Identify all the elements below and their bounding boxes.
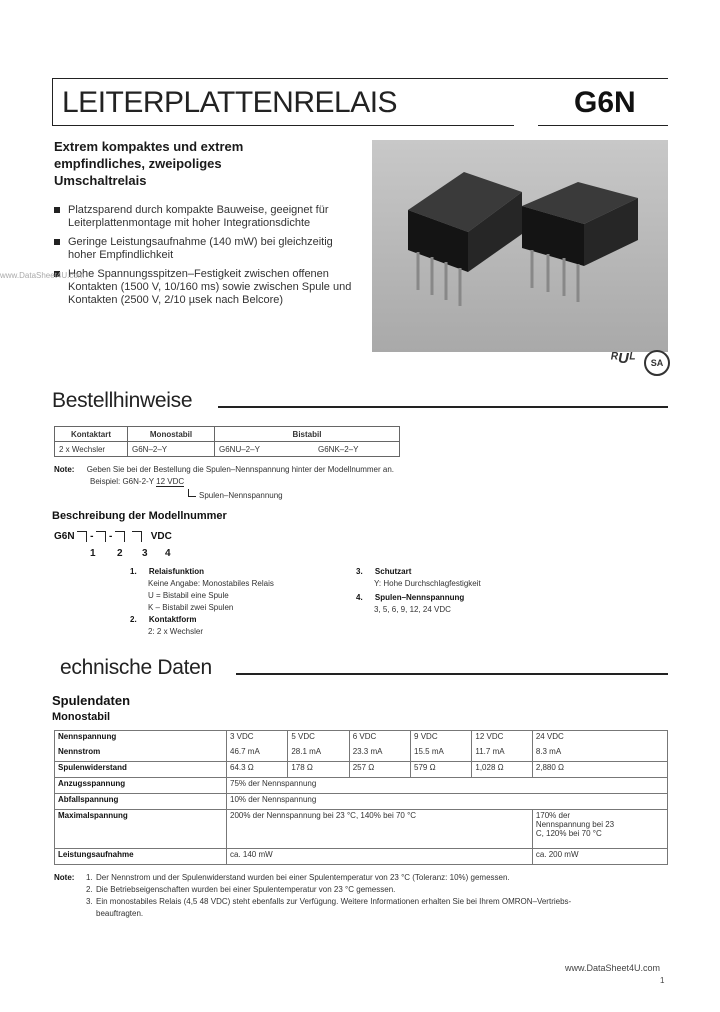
note-row <box>54 896 668 908</box>
table-row <box>55 746 668 762</box>
row-label: Anzugsspannung <box>55 778 227 794</box>
table-row <box>55 794 668 810</box>
feature-text: Platzsparend durch kompakte Bauweise, geeignet für Leiterplattenmontage mit hoher Integrationsdichte <box>68 204 329 229</box>
table-cell: 9 VDC <box>411 731 472 747</box>
table-row <box>55 849 668 865</box>
model-separator: - <box>90 531 94 542</box>
table-cell: 24 VDC <box>532 731 667 747</box>
item-title: Schutzart <box>374 567 412 576</box>
relay-photo-graphic <box>372 140 668 352</box>
table-cell: G6NU–2–Y <box>215 442 289 457</box>
table-cell: 6 VDC <box>349 731 410 747</box>
section-rule <box>218 406 668 408</box>
coil-data-table <box>54 730 668 865</box>
table-cell: 23.3 mA <box>349 746 410 762</box>
example-caption: Spulen–Nennspannung <box>199 491 283 500</box>
model-prefix: G6N <box>54 531 75 542</box>
table-row <box>55 810 668 849</box>
header-bottom-rule-right <box>538 125 668 126</box>
note-number: 1. <box>86 873 93 882</box>
cell-line: 170% der <box>535 811 571 820</box>
note-label: Note: <box>54 465 75 474</box>
item-number: 1. <box>130 567 137 576</box>
table-row <box>55 731 668 747</box>
order-example <box>90 476 184 488</box>
model-slot-box <box>77 531 87 542</box>
table-cell: 2,880 Ω <box>532 762 667 778</box>
model-digit: 4 <box>165 548 171 559</box>
order-note <box>54 464 394 476</box>
notes-label: Note: <box>54 873 75 882</box>
model-separator: - <box>109 531 113 542</box>
item-title: Kontaktform <box>148 615 197 624</box>
item-line: Keine Angabe: Monostabiles Relais <box>148 579 274 588</box>
model-slot-box <box>115 531 125 542</box>
intro-heading <box>54 138 304 189</box>
item-number: 3. <box>356 567 363 576</box>
note-row <box>54 908 668 920</box>
table-header-row <box>55 427 400 442</box>
cell-line: Nennspannung bei 23 <box>535 820 615 829</box>
table-cell: 15.5 mA <box>411 746 472 762</box>
intro-heading-line: Extrem kompaktes und extrem <box>54 139 244 154</box>
page-number: 1 <box>660 976 665 985</box>
item-line: K – Bistabil zwei Spulen <box>148 603 234 612</box>
feature-text: Geringe Leistungsaufnahme (140 mW) bei gleichzeitig hoher Empfindlichkeit <box>68 236 333 261</box>
model-suffix: VDC <box>150 531 172 542</box>
ul-mark-icon: ᴿUᴸ <box>610 350 636 367</box>
model-heading: Beschreibung der Modellnummer <box>52 510 227 522</box>
item-number: 4. <box>356 593 363 602</box>
model-item-1 <box>130 566 274 638</box>
table-cell: G6N–2–Y <box>128 442 215 457</box>
table-cell: 2 x Wechsler <box>55 442 128 457</box>
intro-heading-line: empfindliches, zweipoliges <box>54 156 222 171</box>
section-title-order: Bestellhinweise <box>52 389 193 412</box>
model-digit: 2 <box>117 548 123 559</box>
csa-mark-icon: SA <box>644 350 670 376</box>
item-title: Relaisfunktion <box>148 567 205 576</box>
note-row <box>54 884 668 896</box>
header-top-rule <box>52 78 668 79</box>
table-cell: 64.3 Ω <box>227 762 288 778</box>
example-connector <box>188 496 196 497</box>
feature-item <box>54 236 354 262</box>
table-cell: ca. 200 mW <box>532 849 667 865</box>
row-label: Nennspannung <box>55 731 227 747</box>
table-cell: 75% der Nennspannung <box>227 778 668 794</box>
feature-item <box>54 204 354 230</box>
note-text: Der Nennstrom und der Spulenwiderstand wurden bei einer Spulentemperatur von 23 °C (Toleranz: 10%) gemessen. <box>96 873 510 882</box>
table-row <box>55 762 668 778</box>
header-left-rule <box>52 78 53 126</box>
table-row <box>55 442 400 457</box>
page-title: LEITERPLATTENRELAIS <box>62 86 398 119</box>
table-cell: 178 Ω <box>288 762 349 778</box>
note-text: Die Betriebseigenschaften wurden bei einer Spulentemperatur von 23 °C gemessen. <box>96 885 396 894</box>
product-photo <box>372 140 668 352</box>
table-cell: G6NK–2–Y <box>288 442 400 457</box>
table-cell: 28.1 mA <box>288 746 349 762</box>
row-label: Abfallspannung <box>55 794 227 810</box>
table-cell: 1,028 Ω <box>472 762 532 778</box>
feature-text: Hohe Spannungsspitzen–Festigkeit zwischen offenen Kontakten (1500 V, 10/160 ms) sowie zwischen Spule und Kontakten (2500 V, 2/10 µsek nach Belcore) <box>68 268 352 306</box>
model-digit: 3 <box>142 548 148 559</box>
item-line: 3, 5, 6, 9, 12, 24 VDC <box>374 605 451 614</box>
column-header: Bistabil <box>215 427 400 442</box>
note-text: Geben Sie bei der Bestellung die Spulen–Nennspannung hinter der Modellnummer an. <box>86 465 394 474</box>
section-rule <box>236 673 668 675</box>
item-line: U = Bistabil eine Spule <box>148 591 229 600</box>
section-title-tech: echnische Daten <box>60 656 212 679</box>
tech-subsubtitle: Monostabil <box>52 711 111 723</box>
note-number: 2. <box>86 885 93 894</box>
row-label: Nennstrom <box>55 746 227 762</box>
table-cell: 3 VDC <box>227 731 288 747</box>
table-cell: 8.3 mA <box>532 746 667 762</box>
table-row <box>55 778 668 794</box>
table-cell: ca. 140 mW <box>227 849 533 865</box>
note-number <box>86 908 96 920</box>
row-label: Leistungsaufnahme <box>55 849 227 865</box>
model-slot-box <box>96 531 106 542</box>
note-row <box>54 872 668 884</box>
bullet-icon <box>54 239 60 245</box>
feature-list <box>54 204 354 313</box>
table-cell <box>532 810 667 849</box>
table-cell: 200% der Nennspannung bei 23 °C, 140% bei 70 °C <box>227 810 533 849</box>
feature-item <box>54 268 354 307</box>
example-prefix: Beispiel: G6N-2-Y <box>90 477 154 486</box>
table-cell: 257 Ω <box>349 762 410 778</box>
model-slot-box <box>132 531 142 542</box>
bullet-icon <box>54 207 60 213</box>
table-cell: 11.7 mA <box>472 746 532 762</box>
header-bottom-rule-left <box>52 125 514 126</box>
model-digit: 1 <box>90 548 96 559</box>
item-title: Spulen–Nennspannung <box>374 593 465 602</box>
cell-line: C, 120% bei 70 °C <box>535 829 602 838</box>
model-code-scheme <box>54 531 172 542</box>
row-label: Spulenwiderstand <box>55 762 227 778</box>
product-code: G6N <box>574 86 636 119</box>
model-item-3 <box>356 566 481 616</box>
table-cell: 10% der Nennspannung <box>227 794 668 810</box>
item-line: 2: 2 x Wechsler <box>148 627 203 636</box>
table-cell: 46.7 mA <box>227 746 288 762</box>
table-cell: 12 VDC <box>472 731 532 747</box>
order-table <box>54 426 400 457</box>
notes-block <box>54 872 668 920</box>
tech-subtitle: Spulendaten <box>52 693 131 708</box>
note-number: 3. <box>86 897 93 906</box>
item-number: 2. <box>130 615 137 624</box>
table-cell: 579 Ω <box>411 762 472 778</box>
note-text: beauftragten. <box>96 909 144 918</box>
item-line: Y: Hohe Durchschlagfestigkeit <box>374 579 481 588</box>
table-cell: 5 VDC <box>288 731 349 747</box>
row-label: Maximalspannung <box>55 810 227 849</box>
column-header: Monostabil <box>128 427 215 442</box>
example-value: 12 VDC <box>156 477 185 486</box>
note-text: Ein monostabiles Relais (4,5 48 VDC) steht ebenfalls zur Verfügung. Weitere Informationen erhalten Sie bei Ihrem OMRON–Vertriebs- <box>96 897 572 906</box>
intro-heading-line: Umschaltrelais <box>54 173 147 188</box>
footer-site[interactable]: www.DataSheet4U.com <box>565 963 661 973</box>
watermark-text: www.DataSheet4U.com <box>0 271 85 280</box>
column-header: Kontaktart <box>55 427 128 442</box>
